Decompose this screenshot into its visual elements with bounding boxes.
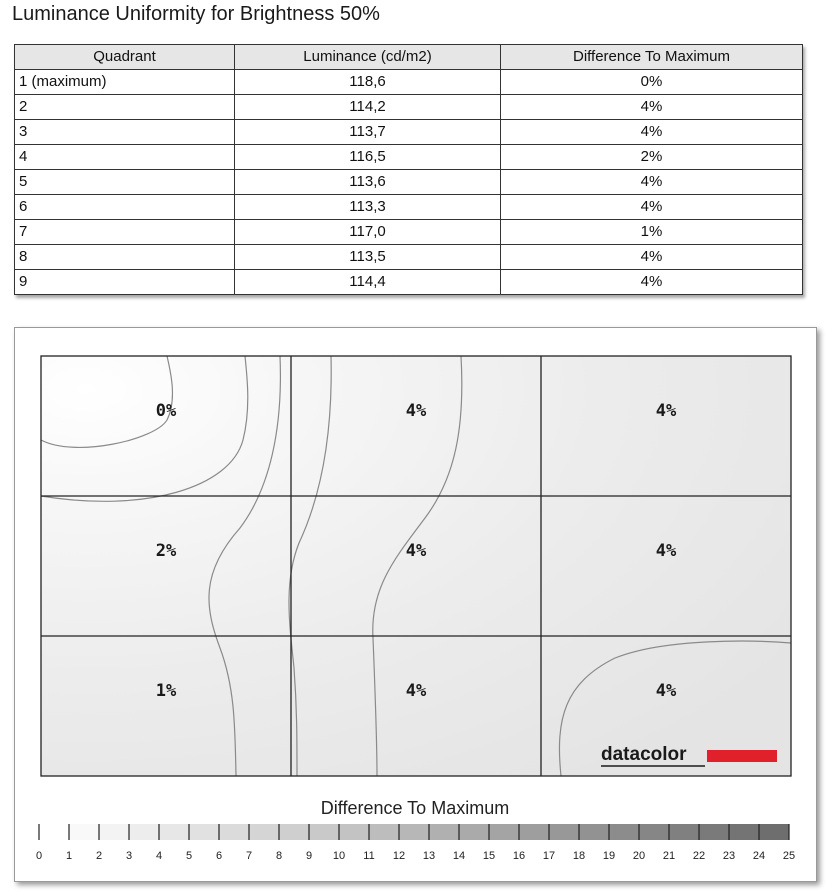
scale-swatch <box>249 824 279 840</box>
scale-swatch <box>219 824 249 840</box>
scale-tick-label: 15 <box>482 850 496 862</box>
quadrant-label: 4% <box>405 401 427 421</box>
scale-tick-label: 23 <box>722 850 736 862</box>
scale-tick-label: 20 <box>632 850 646 862</box>
scale-swatch <box>309 824 339 840</box>
luminance-table <box>14 44 803 295</box>
table-row <box>15 70 803 95</box>
datacolor-logo-text: datacolor <box>601 744 687 765</box>
cell-difference: 4% <box>501 195 803 220</box>
cell-quadrant: 3 <box>15 120 235 145</box>
uniformity-heatmap-chart <box>15 328 816 881</box>
scale-swatch <box>699 824 729 840</box>
cell-luminance: 114,2 <box>235 95 501 120</box>
scale-tick-label: 4 <box>155 850 163 862</box>
quadrant-label: 1% <box>155 681 177 701</box>
scale-swatch <box>579 824 609 840</box>
cell-difference: 4% <box>501 170 803 195</box>
table-row <box>15 195 803 220</box>
cell-luminance: 113,7 <box>235 120 501 145</box>
scale-tick-label: 1 <box>65 850 73 862</box>
scale-swatch <box>39 824 69 840</box>
quadrant-label: 4% <box>405 541 427 561</box>
scale-swatch <box>369 824 399 840</box>
scale-tick-label: 3 <box>125 850 133 862</box>
cell-difference: 2% <box>501 145 803 170</box>
scale-swatch <box>549 824 579 840</box>
scale-swatch <box>279 824 309 840</box>
cell-luminance: 116,5 <box>235 145 501 170</box>
cell-quadrant: 8 <box>15 245 235 270</box>
cell-difference: 4% <box>501 245 803 270</box>
cell-difference: 4% <box>501 120 803 145</box>
scale-swatch <box>399 824 429 840</box>
scale-swatch <box>189 824 219 840</box>
scale-swatch <box>339 824 369 840</box>
scale-swatch <box>639 824 669 840</box>
table-row <box>15 270 803 295</box>
scale-swatch <box>159 824 189 840</box>
scale-tick-label: 16 <box>512 850 526 862</box>
color-scale <box>36 824 795 862</box>
quadrant-label: 4% <box>655 401 677 421</box>
table-row <box>15 170 803 195</box>
cell-difference: 1% <box>501 220 803 245</box>
quadrant-label: 4% <box>655 541 677 561</box>
table-header-row <box>15 45 803 70</box>
scale-tick-label: 8 <box>275 850 283 862</box>
scale-tick-label: 14 <box>452 850 466 862</box>
scale-tick-label: 24 <box>752 850 766 862</box>
scale-tick-label: 0 <box>35 850 43 862</box>
header-luminance: Luminance (cd/m2) <box>235 45 501 70</box>
scale-swatch <box>759 824 789 840</box>
scale-tick-label: 2 <box>95 850 103 862</box>
cell-quadrant: 4 <box>15 145 235 170</box>
scale-tick-label: 21 <box>662 850 676 862</box>
scale-title: Difference To Maximum <box>320 798 510 818</box>
scale-swatch <box>729 824 759 840</box>
scale-tick-label: 10 <box>332 850 346 862</box>
scale-tick-label: 9 <box>305 850 313 862</box>
cell-quadrant: 7 <box>15 220 235 245</box>
scale-tick-label: 13 <box>422 850 436 862</box>
scale-tick-label: 19 <box>602 850 616 862</box>
cell-luminance: 113,3 <box>235 195 501 220</box>
page-title: Luminance Uniformity for Brightness 50% <box>12 3 380 25</box>
cell-difference: 0% <box>501 70 803 95</box>
scale-swatch <box>69 824 99 840</box>
scale-tick-label: 25 <box>782 850 796 862</box>
scale-swatch <box>669 824 699 840</box>
scale-tick-label: 17 <box>542 850 556 862</box>
cell-luminance: 114,4 <box>235 270 501 295</box>
cell-luminance: 118,6 <box>235 70 501 95</box>
header-difference: Difference To Maximum <box>501 45 803 70</box>
scale-swatch <box>99 824 129 840</box>
cell-difference: 4% <box>501 95 803 120</box>
cell-luminance: 113,5 <box>235 245 501 270</box>
table-row <box>15 120 803 145</box>
quadrant-label: 4% <box>655 681 677 701</box>
table-row <box>15 245 803 270</box>
datacolor-logo-bar <box>707 750 777 762</box>
quadrant-label: 2% <box>155 541 177 561</box>
scale-swatch <box>489 824 519 840</box>
cell-quadrant: 2 <box>15 95 235 120</box>
cell-quadrant: 1 (maximum) <box>15 70 235 95</box>
scale-tick-label: 18 <box>572 850 586 862</box>
cell-quadrant: 5 <box>15 170 235 195</box>
cell-quadrant: 6 <box>15 195 235 220</box>
scale-tick-label: 7 <box>245 850 253 862</box>
quadrant-label: 4% <box>405 681 427 701</box>
table-row <box>15 95 803 120</box>
scale-swatch <box>609 824 639 840</box>
cell-difference: 4% <box>501 270 803 295</box>
quadrant-label: 0% <box>155 401 177 421</box>
scale-swatch <box>519 824 549 840</box>
cell-quadrant: 9 <box>15 270 235 295</box>
table-row <box>15 145 803 170</box>
uniformity-chart-panel <box>14 327 817 882</box>
header-quadrant: Quadrant <box>15 45 235 70</box>
scale-swatch <box>429 824 459 840</box>
table-row <box>15 220 803 245</box>
scale-swatch <box>459 824 489 840</box>
cell-luminance: 117,0 <box>235 220 501 245</box>
scale-tick-label: 11 <box>363 850 375 862</box>
scale-tick-label: 5 <box>185 850 193 862</box>
scale-swatch <box>129 824 159 840</box>
cell-luminance: 113,6 <box>235 170 501 195</box>
scale-tick-label: 6 <box>215 850 223 862</box>
scale-tick-label: 12 <box>392 850 406 862</box>
scale-tick-label: 22 <box>692 850 706 862</box>
